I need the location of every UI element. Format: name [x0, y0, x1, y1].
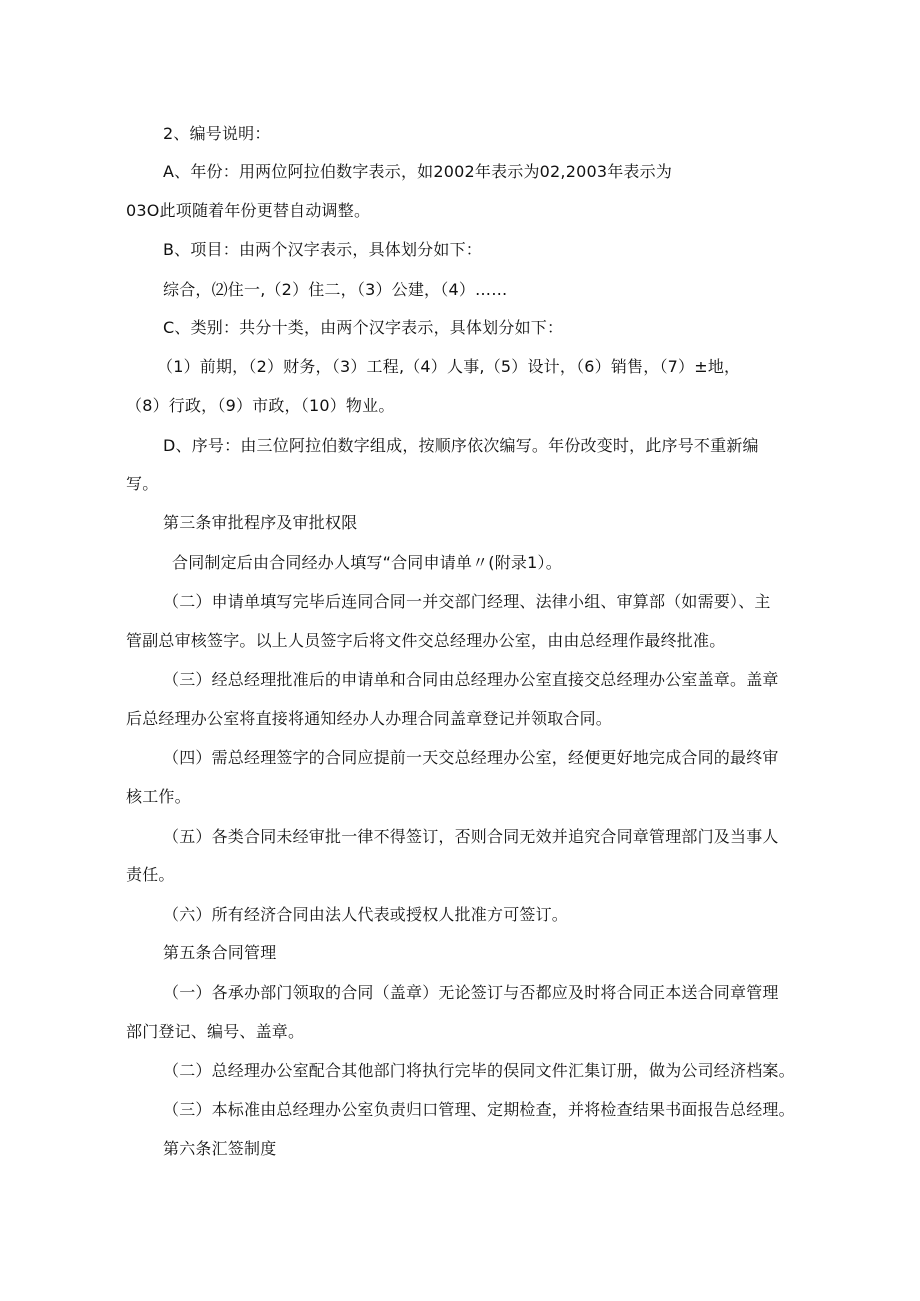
article-3-paragraph-4-line-2: 核工作。	[126, 787, 191, 806]
article-3-paragraph-6: （六）所有经济合同由法人代表或授权人批准方可签订。	[163, 905, 569, 924]
article-3-paragraph-2-line-2: 管副总审核签字。以上人员签字后将文件交总经理办公室，由由总经理作最终批准。	[126, 631, 726, 650]
item-d-line-2: 写。	[126, 474, 159, 493]
section-heading-numbering: 2、编号说明：	[163, 124, 271, 143]
item-a-line-2: 03O此项随着年份更替自动调整。	[126, 201, 371, 220]
article-3-paragraph-2-line-1: （二）申请单填写完毕后连同合同一并交部门经理、法律小组、审算部（如需要）、主	[163, 592, 771, 611]
article-3-paragraph-5-line-1: （五）各类合同未经审批一律不得签订，否则合同无效并追究合同章管理部门及当事人	[163, 827, 779, 846]
article-3-paragraph-5-line-2: 责任。	[126, 865, 175, 884]
article-5-title: 第五条合同管理	[163, 943, 277, 962]
item-c-line-2: （1）前期，（2）财务，（3）工程,（4）人事,（5）设计，（6）销售，（7）±地，	[157, 357, 741, 376]
article-6-title: 第六条汇签制度	[163, 1139, 277, 1158]
item-b-line-1: B、项目：由两个汉字表示，具体划分如下：	[163, 240, 482, 259]
item-b-line-2: 综合，⑵住一,（2）住二，（3）公建，（4）……	[163, 280, 508, 299]
article-5-paragraph-2: （二）总经理办公室配合其他部门将执行完毕的俣同文件汇集订册，做为公司经济档案。	[163, 1061, 795, 1080]
article-5-paragraph-3: （三）本标准由总经理办公室负责归口管理、定期检查，并将检查结果书面报告总经理。	[163, 1100, 795, 1119]
article-3-paragraph-4-line-1: （四）需总经理签字的合同应提前一天交总经理办公室，经便更好地完成合同的最终审	[163, 748, 779, 767]
article-3-paragraph-3-line-1: （三）经总经理批准后的申请单和合同由总经理办公室直接交总经理办公室盖章。盖章	[163, 670, 779, 689]
item-c-line-1: C、类别：共分十类，由两个汉字表示，具体划分如下：	[163, 318, 564, 337]
item-c-line-3: （8）行政，（9）市政，（10）物业。	[126, 396, 395, 415]
article-3-title: 第三条审批程序及审批权限	[163, 513, 358, 532]
article-3-paragraph-1: 合同制定后由合同经办人填写“合同申请单〃(附录1）。	[172, 553, 562, 572]
article-5-paragraph-1-line-1: （一）各承办部门领取的合同（盖章）无论签订与否都应及时将合同正本送合同章管理	[163, 983, 779, 1002]
article-5-paragraph-1-line-2: 部门登记、编号、盖章。	[126, 1022, 305, 1041]
item-d-line-1: D、序号：由三位阿拉伯数字组成，按顺序依次编写。年份改变时，此序号不重新编	[163, 436, 759, 455]
article-3-paragraph-3-line-2: 后总经理办公室将直接将通知经办人办理合同盖章登记并领取合同。	[126, 709, 613, 728]
item-a-line-1: A、年份：用两位阿拉伯数字表示，如2002年表示为02,2003年表示为	[163, 162, 673, 181]
